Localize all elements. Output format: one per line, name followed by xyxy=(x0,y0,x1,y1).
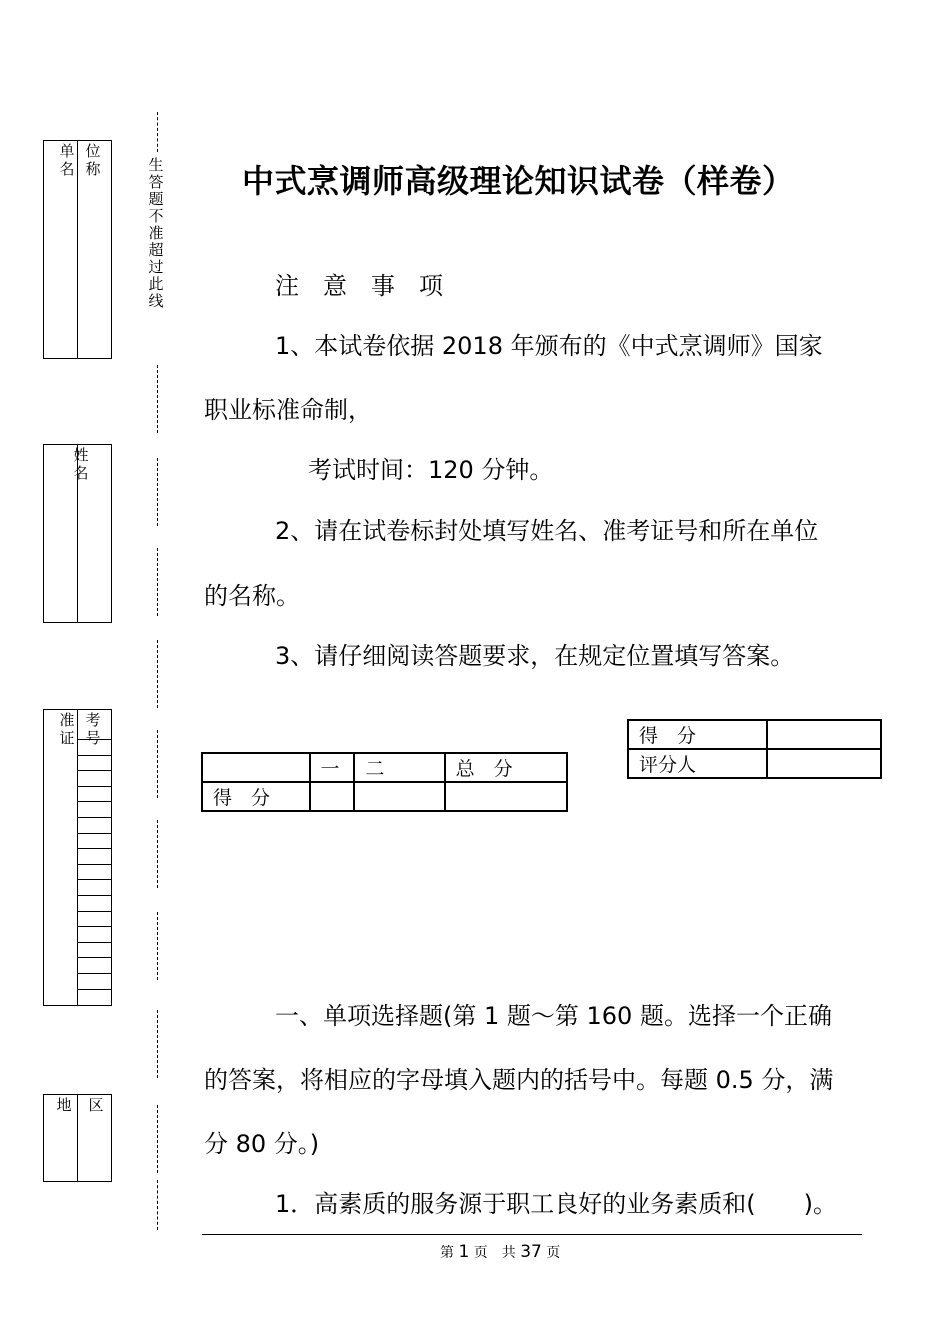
exam-id-digit-grid xyxy=(77,709,112,1006)
grader-table xyxy=(627,719,882,779)
exam-id-label-part1: 准证 xyxy=(59,711,75,747)
grader-name-cell xyxy=(767,749,881,778)
binding-dashed-line xyxy=(157,365,158,433)
score-summary-table xyxy=(201,752,568,812)
grader-score-cell xyxy=(767,720,881,749)
notice-item-2-line-2: 的名称。 xyxy=(204,582,300,610)
unit-label-part1: 单名 xyxy=(59,142,75,178)
grader-score-label: 得 分 xyxy=(628,720,767,749)
notice-item-1-line-1: 1、本试卷依据 2018 年颁布的《中式烹调师》国家 xyxy=(275,332,823,360)
score-header-total: 总 分 xyxy=(445,753,567,782)
score-cell-total xyxy=(445,782,567,811)
exam-id-grid-line xyxy=(77,973,112,974)
exam-id-grid-line xyxy=(77,817,112,818)
score-header-blank xyxy=(202,753,310,782)
binding-dashed-line xyxy=(157,640,158,708)
binding-dashed-line xyxy=(157,1010,158,1078)
binding-dashed-line xyxy=(157,458,158,526)
footer-page-suffix: 页 xyxy=(546,1245,561,1261)
page-footer xyxy=(440,1242,560,1262)
footer-rule xyxy=(202,1234,862,1235)
notice-item-2-line-1: 2、请在试卷标封处填写姓名、准考证号和所在单位 xyxy=(275,517,819,545)
binding-dashed-line xyxy=(157,112,158,152)
notice-heading: 注 意 事 项 xyxy=(275,272,443,300)
binding-dashed-line xyxy=(157,912,158,980)
binding-dashed-line xyxy=(157,1105,158,1173)
exam-id-grid-line xyxy=(77,770,112,771)
unit-name-box xyxy=(43,140,112,359)
page-title: 中式烹调师高级理论知识试卷（样卷） xyxy=(242,162,795,200)
exam-id-grid-line xyxy=(77,989,112,990)
exam-id-label-part2: 考号 xyxy=(85,711,101,747)
exam-id-grid-line xyxy=(77,957,112,958)
exam-id-grid-line xyxy=(77,879,112,880)
score-header-section-1: 一 xyxy=(310,753,355,782)
exam-id-grid-line xyxy=(77,848,112,849)
exam-id-grid-line xyxy=(77,786,112,787)
exam-id-grid-line xyxy=(77,739,112,740)
score-row-label: 得 分 xyxy=(202,782,310,811)
region-label-part1: 地 xyxy=(56,1096,72,1114)
grader-name-label: 评分人 xyxy=(628,749,767,778)
question-1: 1．高素质的服务源于职工良好的业务素质和( )。 xyxy=(275,1190,837,1218)
name-label: 姓名 xyxy=(73,446,89,482)
exam-id-grid-line xyxy=(77,942,112,943)
notice-item-1-line-2: 职业标准命制， xyxy=(204,396,372,424)
section-1-instructions-line-1: 一、单项选择题(第 1 题～第 160 题。选择一个正确 xyxy=(275,1002,832,1030)
exam-id-grid-line xyxy=(77,755,112,756)
section-1-instructions-line-3: 分 80 分。) xyxy=(204,1130,320,1158)
footer-page-mid: 页 共 xyxy=(473,1245,516,1261)
footer-page-number: 1 xyxy=(458,1242,470,1262)
exam-id-grid-line xyxy=(77,833,112,834)
notice-item-3: 3、请仔细阅读答题要求，在规定位置填写答案。 xyxy=(275,642,795,670)
score-cell-section-1 xyxy=(310,782,355,811)
footer-page-prefix: 第 xyxy=(440,1245,454,1261)
exam-id-grid-line xyxy=(77,801,112,802)
exam-id-grid-line xyxy=(77,926,112,927)
region-label-part2: 区 xyxy=(88,1096,104,1114)
binding-dashed-line xyxy=(157,730,158,798)
binding-dashed-line xyxy=(157,1180,158,1230)
section-1-instructions-line-2: 的答案，将相应的字母填入题内的括号中。每题 0.5 分，满 xyxy=(204,1066,834,1094)
unit-label-part2: 位称 xyxy=(85,142,101,178)
score-header-section-2: 二 xyxy=(354,753,444,782)
exam-id-grid-line xyxy=(77,895,112,896)
footer-total-pages: 37 xyxy=(520,1242,542,1262)
exam-time: 考试时间：120 分钟。 xyxy=(308,456,554,484)
cut-line-text: 生答题不准超过此线 xyxy=(148,156,164,310)
binding-dashed-line xyxy=(157,548,158,616)
exam-id-grid-line xyxy=(77,911,112,912)
score-cell-section-2 xyxy=(354,782,444,811)
exam-id-grid-line xyxy=(77,864,112,865)
binding-dashed-line xyxy=(157,820,158,888)
